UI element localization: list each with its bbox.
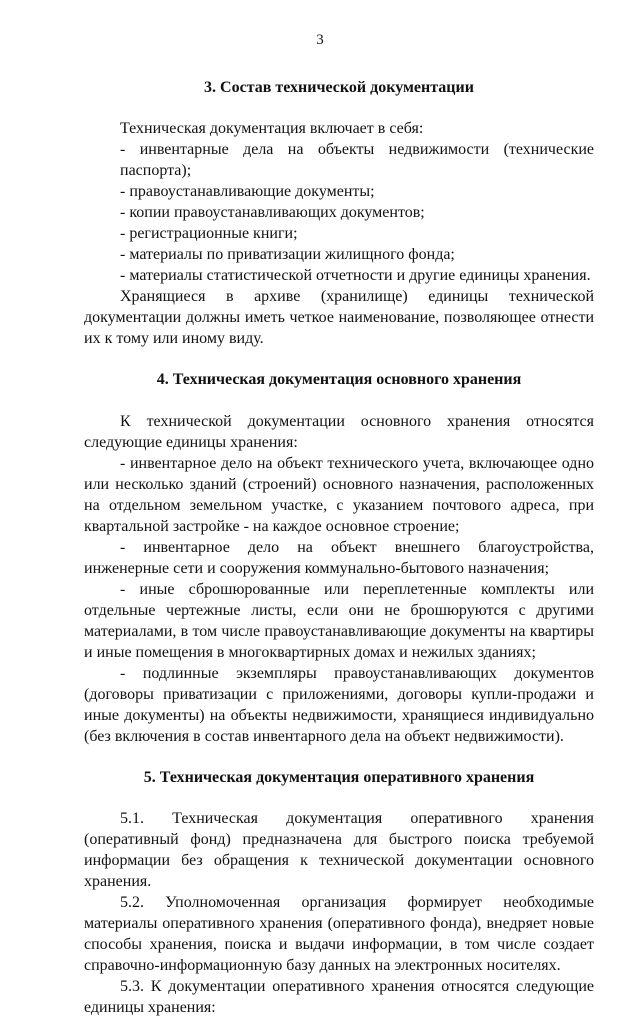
section-3-closing: Хранящиеся в архиве (хранилище) единицы технической документации должны иметь четкое наименование, позволяющее отнести их к тому или иному виду. — [84, 288, 594, 347]
section-3-item: - копии правоустанавливающих документов; — [120, 204, 425, 221]
section-5-heading: 5. Техническая документация оперативного хранения — [143, 769, 535, 786]
section-4 — [84, 370, 594, 747]
section-3-item: - регистрационные книги; — [120, 225, 298, 242]
section-3-item: - инвентарные дела на объекты недвижимости (технические паспорта); — [120, 141, 594, 179]
section-5-paragraph: 5.3. К документации оперативного хранения относятся следующие единицы хранения: — [84, 978, 594, 1016]
section-3-intro: Техническая документация включает в себя: — [120, 120, 424, 137]
section-4-item: - инвентарное дело на объект внешнего благоустройства, инженерные сети и сооружения коммунально-бытового назначения; — [84, 539, 594, 577]
document-body — [84, 78, 594, 1018]
page-number: 3 — [316, 32, 324, 48]
section-5-paragraph: 5.2. Уполномоченная организация формирует необходимые материалы оперативного хранения (оперативного фонда), внедряет новые способы хранения, поиска и выдачи информации, в том числе создает справочно-информационную базу данных на электронных носителях. — [84, 894, 594, 974]
section-4-heading: 4. Техническая документация основного хранения — [156, 371, 522, 388]
section-4-item: - подлинные экземпляры правоустанавливающих документов (договоры приватизации с приложениями, договоры купли-продажи и иные документы) на объекты недвижимости, хранящиеся индивидуально (без включения в состав инвентарного дела на объект недвижимости). — [84, 665, 594, 745]
section-3-item: - материалы по приватизации жилищного фонда; — [120, 246, 455, 263]
section-4-intro: К технической документации основного хранения относятся следующие единицы хранения: — [84, 413, 594, 451]
section-3 — [84, 78, 594, 349]
section-5-paragraph: 5.1. Техническая документация оперативного хранения (оперативный фонд) предназначена для быстрого поиска требуемой информации без обращения к технической документации основного хранения. — [84, 810, 594, 890]
section-3-item: - правоустанавливающие документы; — [120, 183, 375, 200]
section-3-item: - материалы статистической отчетности и другие единицы хранения. — [120, 267, 591, 284]
section-4-item: - иные сброшюрованные или переплетенные комплекты или отдельные чертежные листы, если они не брошюруются с другими материалами, в том числе правоустанавливающие документы на квартиры и иные помещения в многоквартирных домах и нежилых зданиях; — [84, 581, 594, 661]
section-3-heading: 3. Состав технической документации — [204, 79, 474, 96]
section-5 — [84, 768, 594, 1018]
section-4-item: - инвентарное дело на объект технического учета, включающее одно или несколько зданий (строений) основного назначения, расположенных на отдельном земельном участке, с указанием почтового адреса, при квартальной застройке - на каждое основное строение; — [84, 455, 594, 535]
